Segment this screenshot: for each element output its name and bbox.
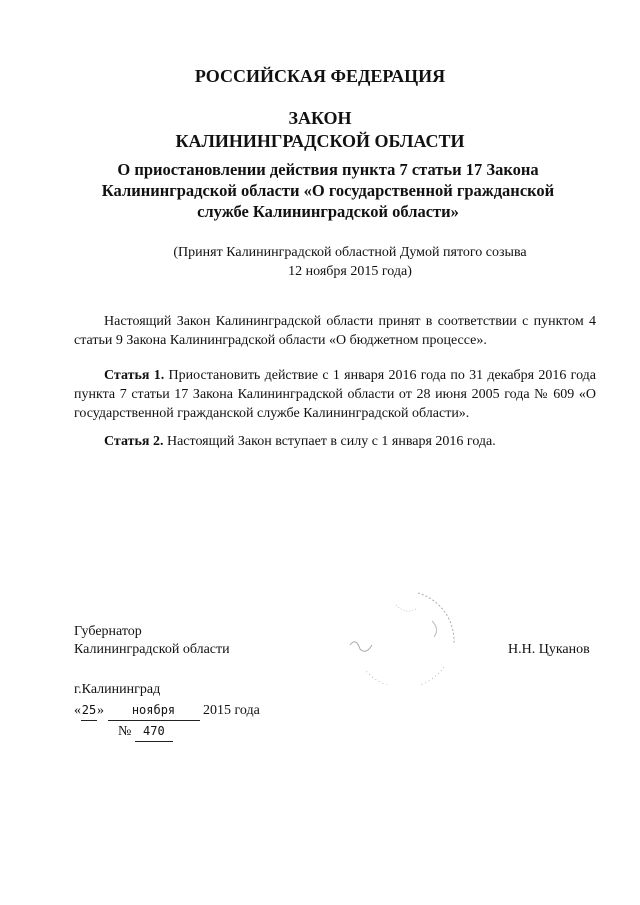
adoption-line-2: 12 ноября 2015 года)	[288, 264, 412, 279]
law-number-value: 470	[135, 722, 173, 742]
intro-paragraph: Настоящий Закон Калининградской области принят в соответствии с пунктом 4 статьи 9 Закона Калининградской области «О бюджетном процессе».	[74, 314, 596, 348]
date-open-quote: «	[74, 703, 81, 718]
date-close-quote: »	[97, 703, 104, 718]
date-year: 2015 года	[203, 703, 260, 718]
date-day: 25	[81, 701, 97, 721]
article-2	[74, 432, 596, 451]
adoption-note	[150, 243, 550, 281]
region-heading: КАЛИНИНГРАДСКОЙ ОБЛАСТИ	[175, 131, 465, 151]
article-2-label: Статья 2.	[104, 434, 164, 449]
law-number	[118, 722, 173, 742]
signatory-position-2: Калининградской области	[74, 642, 230, 657]
number-sign: №	[118, 724, 132, 739]
article-1-text: Приостановить действие с 1 января 2016 года по 31 декабря 2016 года пункта 7 статьи 17 Закона Калининградской области от 28 июня 2005 года № 609 «О государственной гражданской службе Калининградской области».	[74, 368, 597, 421]
signatory-position-1: Губернатор	[74, 624, 142, 639]
signatory-name: Н.Н. Цуканов	[508, 642, 590, 657]
article-1-label: Статья 1.	[104, 368, 165, 383]
article-1	[74, 366, 596, 423]
article-2-text: Настоящий Закон вступает в силу с 1 января 2016 года.	[163, 434, 496, 449]
place-of-signing: г.Калининград	[74, 682, 161, 697]
law-title: О приостановлении действия пункта 7 статьи 17 Закона Калининградской области «О государственной гражданской службе Калининградской области»	[101, 160, 555, 221]
signing-date	[74, 701, 260, 721]
country-heading: РОССИЙСКАЯ ФЕДЕРАЦИЯ	[194, 66, 446, 86]
date-month: ноября	[108, 701, 200, 721]
adoption-line-1: (Принят Калининградской областной Думой пятого созыва	[173, 245, 527, 260]
doc-type-heading: ЗАКОН	[288, 108, 352, 128]
seal-stamp	[336, 585, 466, 685]
